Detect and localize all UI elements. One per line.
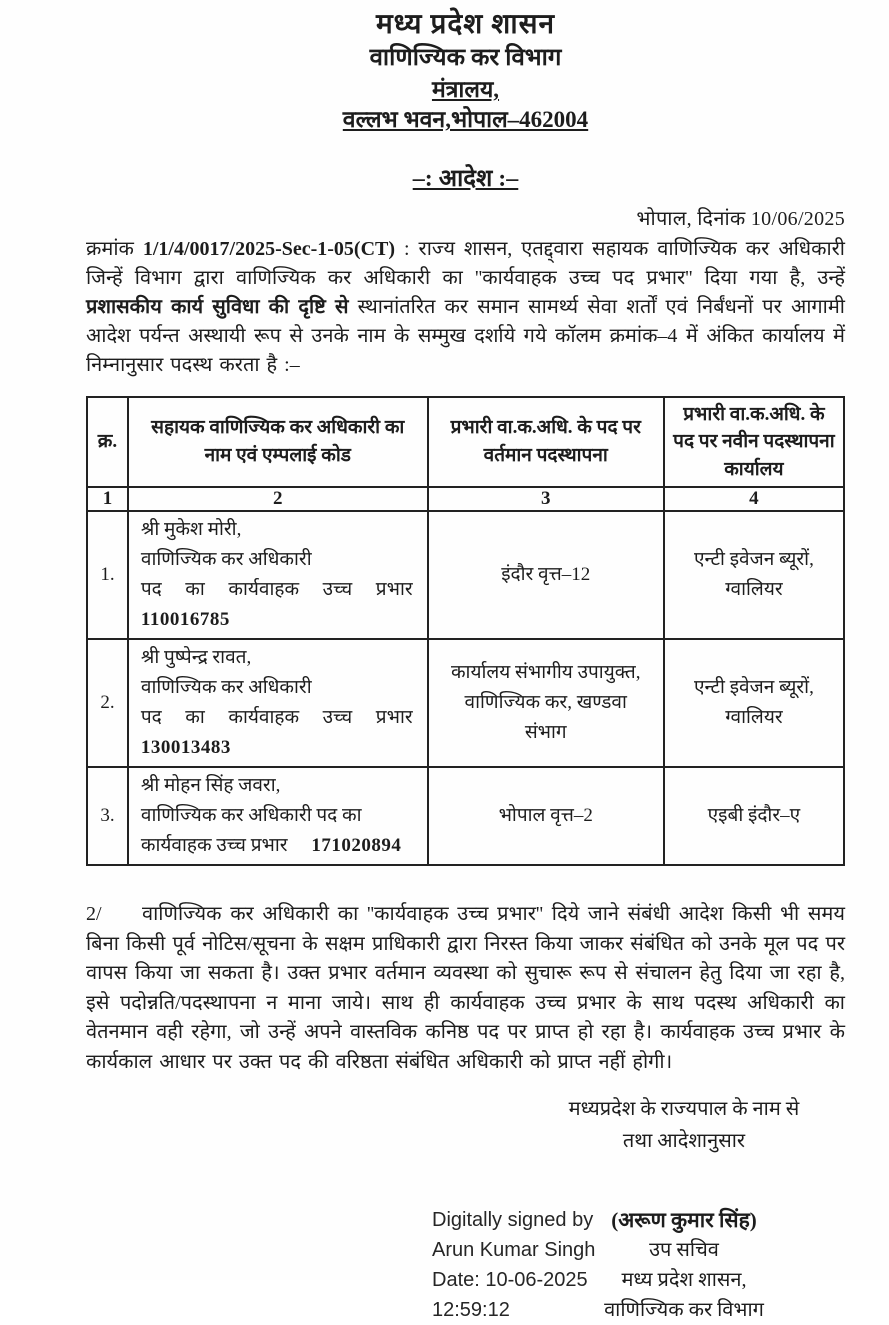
address-line: वल्लभ भवन,भोपाल–462004 (342, 107, 589, 133)
para1-text-2: : राज्य शासन, एतद्द्वारा सहायक वाणिज्यिक कर अधिकारी जिन्हें विभाग द्वारा वाणिज्यिक कर अधिकारी का ''कार्यवाहक उच्च पद प्रभार'' दिया गया है, उन्हें (86, 237, 845, 289)
order-paragraph-2 (86, 900, 845, 1077)
current-posting: कार्यालय संभागीय उपायुक्त, वाणिज्यिक कर, खण्डवा संभाग (428, 639, 664, 767)
column-number-row (87, 487, 844, 511)
order-paragraph-1 (86, 235, 845, 380)
column-number: 1 (87, 487, 128, 511)
ministry-line: मंत्रालय, (431, 77, 500, 103)
new-posting-office: एइबी इंदौर–ए (664, 767, 844, 865)
signer-name-hindi: (अरूण कुमार सिंह) (611, 1208, 757, 1233)
table-row (87, 767, 844, 865)
government-name: मध्य प्रदेश शासन (375, 9, 556, 40)
place-date-line: भोपाल, दिनांक 10/06/2025 (636, 207, 845, 230)
signoff-block (522, 1093, 846, 1157)
header-serial: क्र. (87, 397, 128, 488)
signoff-line-2: तथा आदेशानुसार (622, 1130, 746, 1153)
letterhead (86, 8, 845, 135)
signer-name-english: Arun Kumar Singh (432, 1239, 596, 1262)
column-number: 2 (128, 487, 428, 511)
signature-block (432, 1205, 845, 1325)
column-number: 4 (664, 487, 844, 511)
para2-text: वाणिज्यिक कर अधिकारी का ''कार्यवाहक उच्च प्रभार'' दिये जाने संबंधी आदेश किसी भी समय बिना किसी पूर्व नोटिस/सूचना के सक्षम प्राधिकारी द्वारा निरस्त किया जाकर संबंधित को उनके मूल पद पर वापस किया जा सकता है। उक्त प्रभार वर्तमान व्यवस्था को सुचारू रूप से संचालन हेतु दिया जा रहा है, इसे पदोन्नति/पदस्थापना न माना जाये। साथ ही कार्यवाहक उच्च प्रभार के साथ पदस्थ अधिकारी का वेतनमान वही रहेगा, जो उन्हें अपने वास्तविक कनिष्ठ पद पर प्राप्त हो रहा है। कार्यवाहक उच्च प्रभार के कार्यकाल आधार पर उक्त पद की वरिष्ठता संबंधित अधिकारी को प्राप्त नहीं होगी। (86, 903, 845, 1073)
table-row (87, 639, 844, 767)
signatory-details (584, 1205, 784, 1325)
para1-text-3: स्थानांतरित कर समान सामर्थ्य सेवा शर्तों एवं निर्बंधनों पर आगामी आदेश पर्यन्त अस्थायी रूप से उनके नाम के सम्मुख दर्शाये गये कॉलम क्रमांक–4 में अंकित कार्यालय में निम्नानुसार पदस्थ करता है :– (86, 295, 845, 376)
para1-text: क्रमांक (86, 237, 143, 260)
new-posting-office: एन्टी इवेजन ब्यूरों, ग्वालियर (664, 511, 844, 639)
officer-name-and-code: श्री मोहन सिंह जवरा, वाणिज्यिक कर अधिकारी पद का कार्यवाहक उच्च प्रभार 171020894 (128, 767, 428, 865)
header-name-code: सहायक वाणिज्यिक कर अधिकारी का नाम एवं एम्पलाई कोड (128, 397, 428, 488)
current-posting: इंदौर वृत्त–12 (428, 511, 664, 639)
officer-name-and-code: श्री मुकेश मोरी, वाणिज्यिक कर अधिकारी पद का कार्यवाहक उच्च प्रभार 110016785 (128, 511, 428, 639)
current-posting: भोपाल वृत्त–2 (428, 767, 664, 865)
officer-name-and-code: श्री पुष्पेन्द्र रावत, वाणिज्यिक कर अधिकारी पद का कार्यवाहक उच्च प्रभार 130013483 (128, 639, 428, 767)
table-header-row (87, 397, 844, 488)
signer-org-line-1: मध्य प्रदेश शासन, (621, 1269, 747, 1292)
signature-time: 12:59:12 (432, 1299, 510, 1322)
signer-org-line-2: वाणिज्यिक कर विभाग (604, 1299, 764, 1322)
department-name: वाणिज्यिक कर विभाग (369, 45, 562, 72)
signoff-line-1: मध्यप्रदेश के राज्यपाल के नाम से (568, 1098, 800, 1121)
row-serial-number: 1. (87, 511, 128, 639)
para1-bold-phrase: प्रशासकीय कार्य सुविधा की दृष्टि से (86, 295, 349, 318)
table-row (87, 511, 844, 639)
signer-designation: उप सचिव (649, 1239, 719, 1262)
header-current-posting: प्रभारी वा.क.अधि. के पद पर वर्तमान पदस्थापना (428, 397, 664, 488)
posting-table (86, 396, 845, 867)
row-serial-number: 3. (87, 767, 128, 865)
digital-signature-text (432, 1205, 596, 1325)
digital-signature-line: Digitally signed by (432, 1209, 594, 1232)
row-serial-number: 2. (87, 639, 128, 767)
new-posting-office: एन्टी इवेजन ब्यूरों, ग्वालियर (664, 639, 844, 767)
header-new-posting: प्रभारी वा.क.अधि. के पद पर नवीन पदस्थापना कार्यालय (664, 397, 844, 488)
column-number: 3 (428, 487, 664, 511)
order-title: –: आदेश :– (412, 165, 519, 192)
para2-number: 2/ (86, 903, 102, 926)
order-reference-number: 1/1/4/0017/2025-Sec-1-05(CT) (142, 237, 396, 260)
signature-date: Date: 10-06-2025 (432, 1269, 588, 1292)
